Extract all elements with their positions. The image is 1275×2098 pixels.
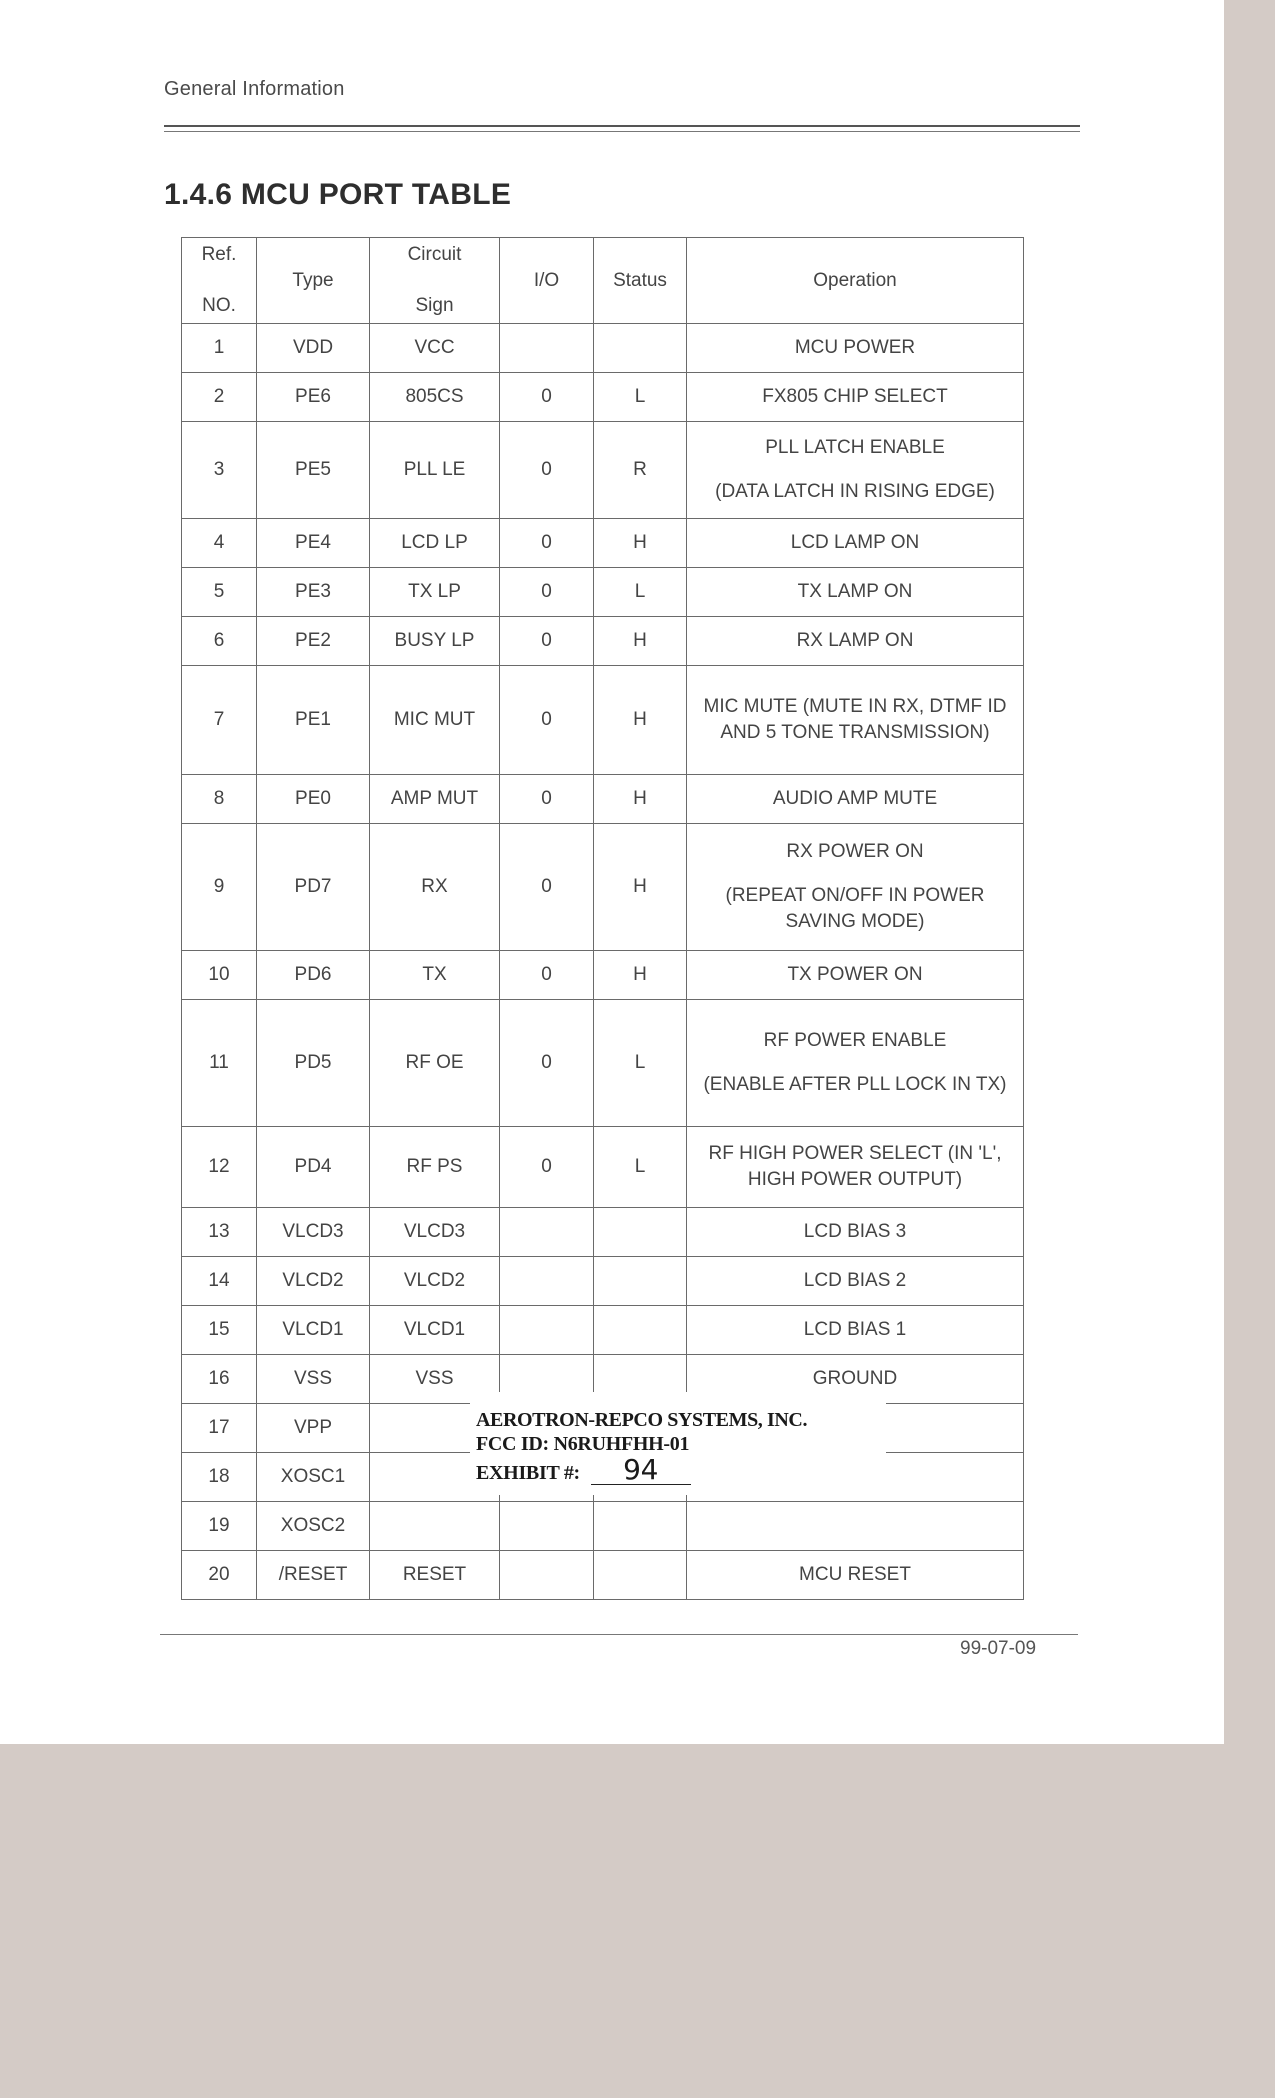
operation-text: FX805 CHIP SELECT xyxy=(762,386,948,408)
cell-io: 0 xyxy=(500,616,594,665)
cell-circuit-sign: 805CS xyxy=(370,372,500,421)
table-row xyxy=(182,774,1024,823)
cell-type: PE4 xyxy=(257,518,370,567)
cell-operation xyxy=(687,1501,1024,1550)
operation-text: LCD LAMP ON xyxy=(790,532,920,554)
cell-ref-no: 10 xyxy=(182,950,257,999)
cell-type: PE3 xyxy=(257,567,370,616)
table-row xyxy=(182,1256,1024,1305)
table-row xyxy=(182,1207,1024,1256)
cell-status: H xyxy=(594,950,687,999)
cell-io xyxy=(500,1256,594,1305)
cell-operation xyxy=(687,999,1024,1126)
cell-type: VDD xyxy=(257,323,370,372)
cell-ref-no: 19 xyxy=(182,1501,257,1550)
cell-io: 0 xyxy=(500,774,594,823)
cell-ref-no: 17 xyxy=(182,1403,257,1452)
table-header-row xyxy=(182,238,1024,324)
table-row xyxy=(182,616,1024,665)
cell-status: L xyxy=(594,1126,687,1207)
table-row xyxy=(182,1305,1024,1354)
header-rule xyxy=(164,125,1080,127)
operation-text: TX POWER ON xyxy=(787,964,923,986)
operation-text: PLL LATCH ENABLE xyxy=(765,437,945,459)
cell-ref-no: 11 xyxy=(182,999,257,1126)
cell-status: R xyxy=(594,421,687,518)
operation-text: MCU POWER xyxy=(794,337,916,359)
cell-status: L xyxy=(594,567,687,616)
cell-operation xyxy=(687,1256,1024,1305)
header-status: Status xyxy=(594,238,687,324)
cell-type: PE5 xyxy=(257,421,370,518)
cell-operation xyxy=(687,372,1024,421)
cell-ref-no: 14 xyxy=(182,1256,257,1305)
table-row xyxy=(182,1126,1024,1207)
operation-text: LCD BIAS 2 xyxy=(803,1270,907,1292)
operation-text: RX POWER ON xyxy=(786,841,924,863)
cell-status: H xyxy=(594,774,687,823)
cell-io: 0 xyxy=(500,372,594,421)
cell-type: PE1 xyxy=(257,665,370,774)
cell-type: PD7 xyxy=(257,823,370,950)
cell-type: PD5 xyxy=(257,999,370,1126)
cell-status: H xyxy=(594,518,687,567)
operation-note: (ENABLE AFTER PLL LOCK IN TX) xyxy=(703,1073,1007,1095)
table-row xyxy=(182,1501,1024,1550)
operation-text: AUDIO AMP MUTE xyxy=(772,788,938,810)
cell-ref-no: 15 xyxy=(182,1305,257,1354)
cell-circuit-sign: VLCD1 xyxy=(370,1305,500,1354)
table-row xyxy=(182,372,1024,421)
table-row xyxy=(182,518,1024,567)
operation-note: (DATA LATCH IN RISING EDGE) xyxy=(715,480,995,502)
operation-text: GROUND xyxy=(812,1368,898,1390)
cell-io: 0 xyxy=(500,1126,594,1207)
cell-ref-no: 3 xyxy=(182,421,257,518)
header-io: I/O xyxy=(500,238,594,324)
cell-type: PE2 xyxy=(257,616,370,665)
cell-type: VPP xyxy=(257,1403,370,1452)
cell-ref-no: 1 xyxy=(182,323,257,372)
cell-status xyxy=(594,1305,687,1354)
cell-operation xyxy=(687,323,1024,372)
cell-type: VSS xyxy=(257,1354,370,1403)
section-title: 1.4.6 MCU PORT TABLE xyxy=(164,178,512,211)
operation-text: LCD BIAS 1 xyxy=(803,1319,907,1341)
cell-operation xyxy=(687,823,1024,950)
cell-circuit-sign: MIC MUT xyxy=(370,665,500,774)
table-row xyxy=(182,1550,1024,1599)
cell-circuit-sign: AMP MUT xyxy=(370,774,500,823)
cell-io xyxy=(500,1305,594,1354)
cell-status: L xyxy=(594,999,687,1126)
cell-status xyxy=(594,1550,687,1599)
cell-ref-no: 9 xyxy=(182,823,257,950)
cell-operation xyxy=(687,1207,1024,1256)
table-row xyxy=(182,950,1024,999)
cell-status: H xyxy=(594,665,687,774)
cell-type: PE6 xyxy=(257,372,370,421)
cell-circuit-sign: RX xyxy=(370,823,500,950)
header-type: Type xyxy=(257,238,370,324)
cell-operation xyxy=(687,616,1024,665)
fcc-exhibit-stamp xyxy=(470,1392,886,1495)
table-row xyxy=(182,323,1024,372)
cell-ref-no: 2 xyxy=(182,372,257,421)
stamp-company: AEROTRON-REPCO SYSTEMS, INC. xyxy=(476,1409,808,1431)
cell-type: VLCD1 xyxy=(257,1305,370,1354)
cell-status xyxy=(594,1501,687,1550)
cell-ref-no: 20 xyxy=(182,1550,257,1599)
operation-text: TX LAMP ON xyxy=(797,581,913,603)
cell-ref-no: 13 xyxy=(182,1207,257,1256)
footer-rule xyxy=(160,1634,1078,1635)
cell-type: VLCD2 xyxy=(257,1256,370,1305)
cell-type: PD6 xyxy=(257,950,370,999)
cell-type: /RESET xyxy=(257,1550,370,1599)
header-circuit-sign: Circuit Sign xyxy=(370,238,500,324)
cell-circuit-sign: BUSY LP xyxy=(370,616,500,665)
cell-type: PD4 xyxy=(257,1126,370,1207)
cell-io: 0 xyxy=(500,567,594,616)
cell-circuit-sign: RESET xyxy=(370,1550,500,1599)
cell-ref-no: 4 xyxy=(182,518,257,567)
cell-operation xyxy=(687,665,1024,774)
header-operation: Operation xyxy=(687,238,1024,324)
cell-operation xyxy=(687,774,1024,823)
cell-io: 0 xyxy=(500,518,594,567)
cell-ref-no: 18 xyxy=(182,1452,257,1501)
cell-operation xyxy=(687,1126,1024,1207)
operation-text: MCU RESET xyxy=(799,1564,911,1586)
cell-type: VLCD3 xyxy=(257,1207,370,1256)
operation-text: RF POWER ENABLE xyxy=(763,1030,947,1052)
footer-date: 99-07-09 xyxy=(960,1638,1037,1659)
cell-circuit-sign: VCC xyxy=(370,323,500,372)
operation-text: LCD BIAS 3 xyxy=(803,1221,907,1243)
cell-status: H xyxy=(594,616,687,665)
header-rule-thin xyxy=(164,131,1080,132)
cell-io xyxy=(500,1207,594,1256)
table-row xyxy=(182,999,1024,1126)
cell-circuit-sign: RF OE xyxy=(370,999,500,1126)
cell-io: 0 xyxy=(500,421,594,518)
table-row xyxy=(182,421,1024,518)
cell-circuit-sign: TX xyxy=(370,950,500,999)
cell-ref-no: 8 xyxy=(182,774,257,823)
cell-io: 0 xyxy=(500,823,594,950)
cell-type: XOSC2 xyxy=(257,1501,370,1550)
cell-status xyxy=(594,1207,687,1256)
cell-status xyxy=(594,1256,687,1305)
cell-circuit-sign: RF PS xyxy=(370,1126,500,1207)
cell-operation xyxy=(687,1550,1024,1599)
cell-io xyxy=(500,1550,594,1599)
cell-status xyxy=(594,323,687,372)
cell-type: XOSC1 xyxy=(257,1452,370,1501)
table-row xyxy=(182,567,1024,616)
stamp-exhibit: EXHIBIT #: 94 xyxy=(476,1456,876,1485)
cell-ref-no: 6 xyxy=(182,616,257,665)
cell-circuit-sign: TX LP xyxy=(370,567,500,616)
cell-operation xyxy=(687,1305,1024,1354)
cell-circuit-sign: VSS xyxy=(370,1354,500,1403)
cell-operation xyxy=(687,950,1024,999)
header-ref-no: Ref. NO. xyxy=(182,238,257,324)
table-row xyxy=(182,665,1024,774)
cell-ref-no: 7 xyxy=(182,665,257,774)
cell-circuit-sign: VLCD2 xyxy=(370,1256,500,1305)
cell-status: L xyxy=(594,372,687,421)
cell-type: PE0 xyxy=(257,774,370,823)
cell-ref-no: 5 xyxy=(182,567,257,616)
stamp-exhibit-number: 94 xyxy=(591,1456,691,1485)
cell-io: 0 xyxy=(500,950,594,999)
cell-circuit-sign: PLL LE xyxy=(370,421,500,518)
cell-status: H xyxy=(594,823,687,950)
cell-io xyxy=(500,323,594,372)
operation-note: (REPEAT ON/OFF IN POWER SAVING MODE) xyxy=(725,885,985,932)
cell-ref-no: 16 xyxy=(182,1354,257,1403)
cell-circuit-sign: LCD LP xyxy=(370,518,500,567)
operation-text: MIC MUTE (MUTE IN RX, DTMF ID AND 5 TONE TRANSMISSION) xyxy=(703,696,1007,743)
cell-operation xyxy=(687,518,1024,567)
cell-operation xyxy=(687,421,1024,518)
stamp-fcc-id: FCC ID: N6RUHFHH-01 xyxy=(476,1433,690,1455)
cell-circuit-sign xyxy=(370,1501,500,1550)
table-row xyxy=(182,823,1024,950)
operation-text: RF HIGH POWER SELECT (IN 'L', HIGH POWER OUTPUT) xyxy=(708,1143,1002,1190)
cell-circuit-sign: VLCD3 xyxy=(370,1207,500,1256)
cell-ref-no: 12 xyxy=(182,1126,257,1207)
operation-text: RX LAMP ON xyxy=(796,630,914,652)
cell-io: 0 xyxy=(500,999,594,1126)
running-header: General Information xyxy=(164,78,345,100)
cell-operation xyxy=(687,567,1024,616)
cell-io: 0 xyxy=(500,665,594,774)
cell-io xyxy=(500,1501,594,1550)
